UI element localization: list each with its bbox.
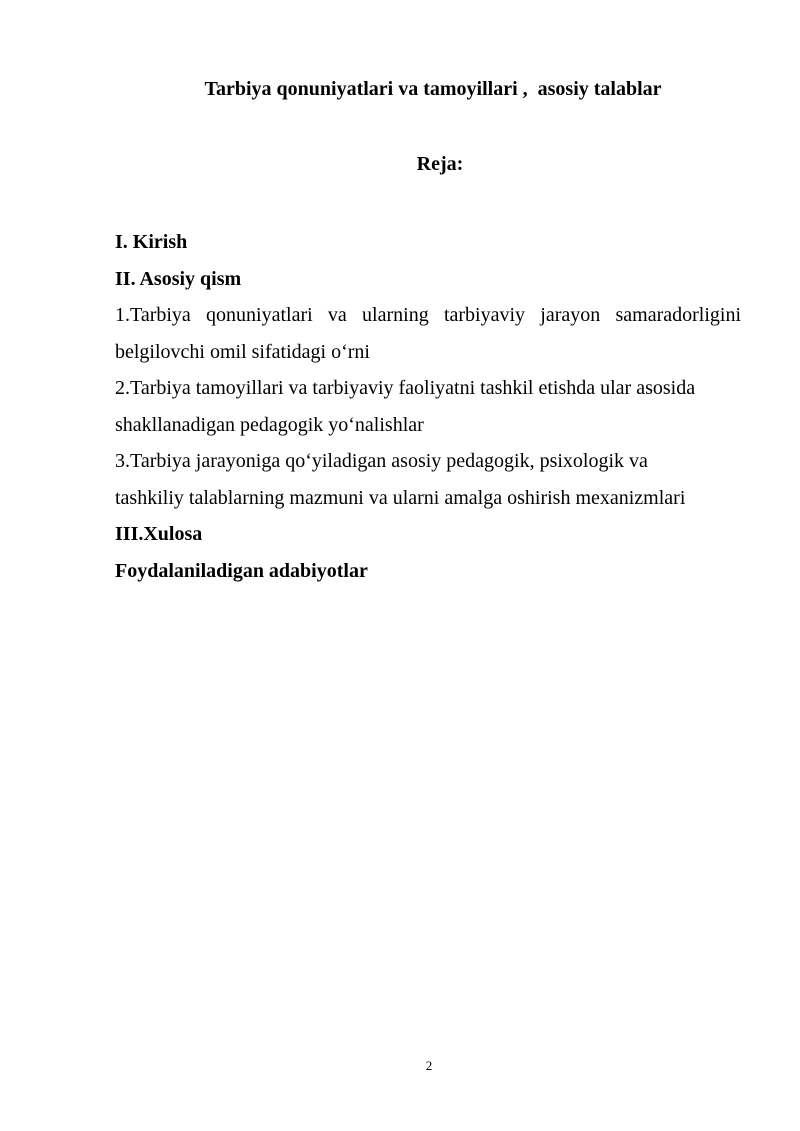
outline-intro: I. Kirish bbox=[115, 231, 188, 253]
plan-outline bbox=[115, 224, 741, 589]
outline-conclusion: III.Xulosa bbox=[115, 523, 203, 545]
document-title: Tarbiya qonuniyatlari va tamoyillari , asosiy talablar bbox=[204, 78, 662, 100]
plan-heading: Reja: bbox=[416, 153, 464, 175]
outline-item-2-line-1: 2.Tarbiya tamoyillari va tarbiyaviy faoliyatni tashkil etishda ular asosida bbox=[115, 377, 696, 399]
outline-item-1-line-2: belgilovchi omil sifatidagi o‘rni bbox=[115, 340, 370, 363]
outline-references: Foydalaniladigan adabiyotlar bbox=[115, 559, 368, 582]
outline-main-part: II. Asosiy qism bbox=[115, 267, 242, 290]
outline-item-2-line-2: shakllanadigan pedagogik yo‘nalishlar bbox=[115, 413, 424, 436]
outline-item-3-line-1: 3.Tarbiya jarayoniga qo‘yiladigan asosiy pedagogik, psixologik va bbox=[115, 450, 648, 472]
outline-item-3-line-2: tashkiliy talablarning mazmuni va ularni amalga oshirish mexanizmlari bbox=[115, 486, 686, 509]
outline-item-1-line-1: 1.Tarbiya qonuniyatlari va ularning tarbiyaviy jarayon samaradorligini bbox=[115, 304, 741, 326]
page-number: 2 bbox=[425, 1058, 433, 1073]
